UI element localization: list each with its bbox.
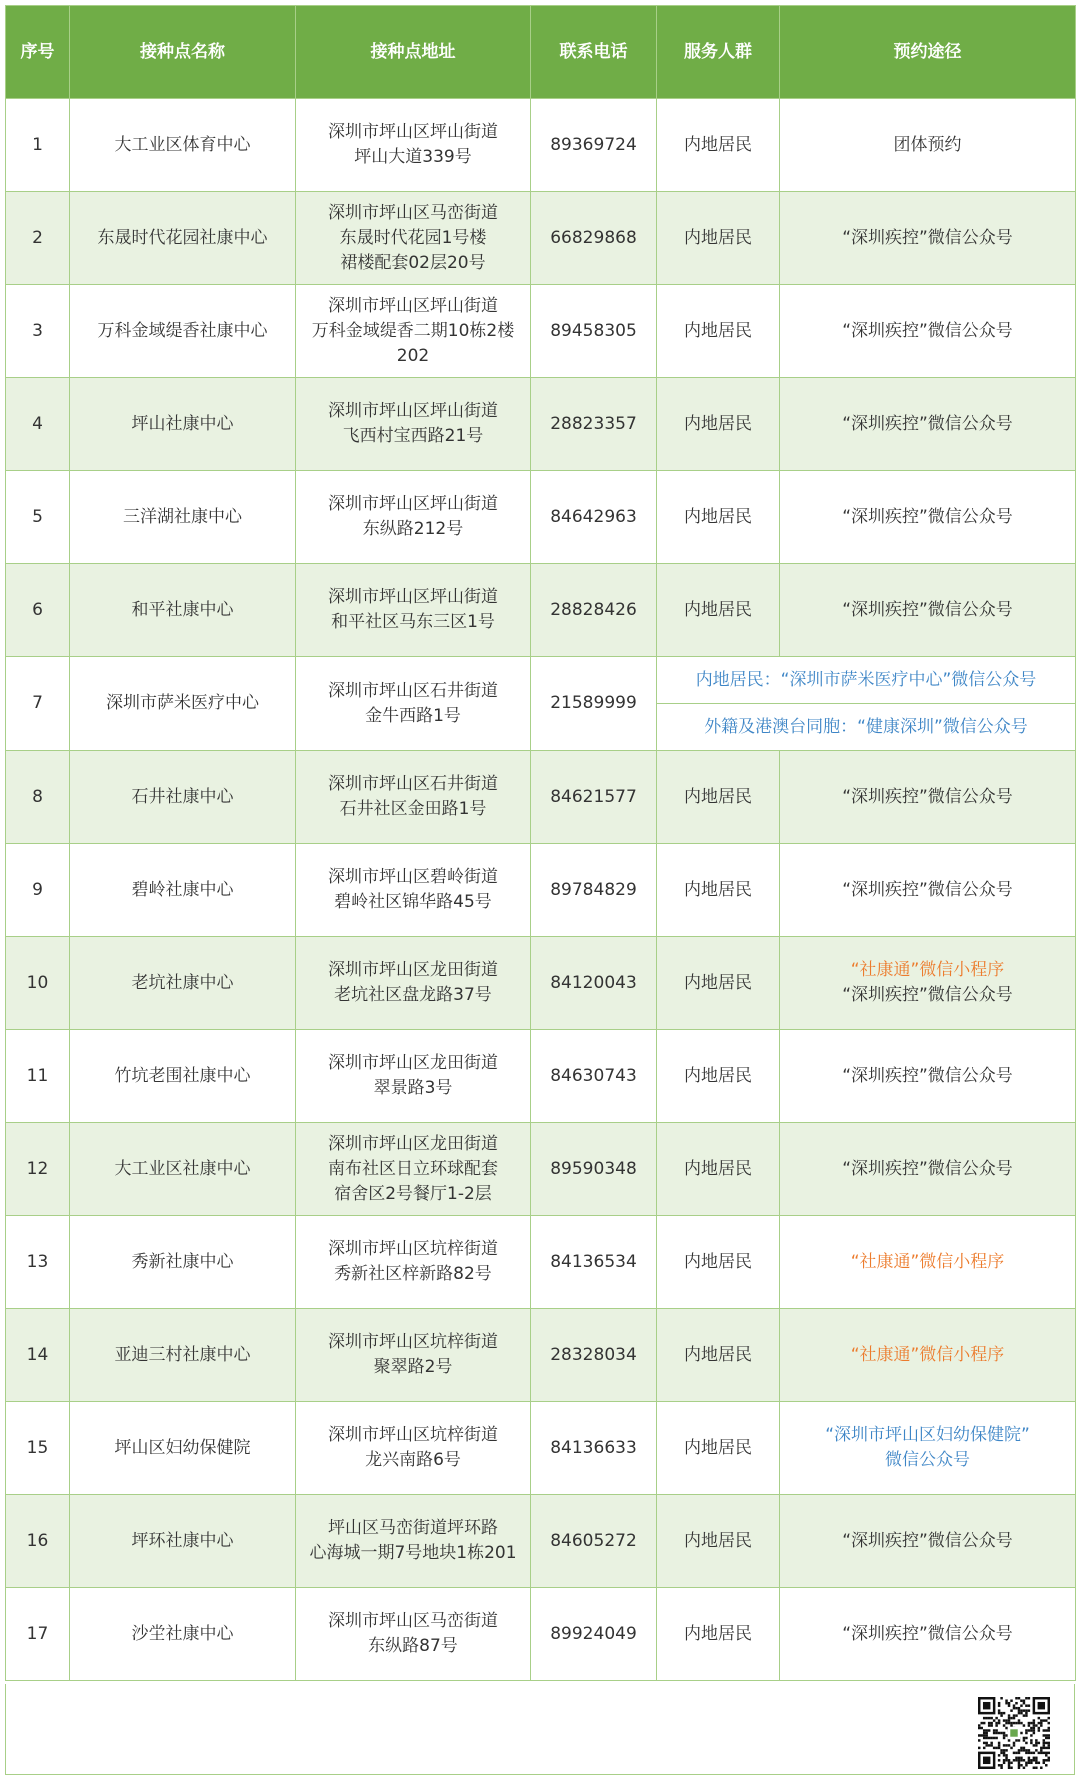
site-address-cell: 深圳市坪山区坑梓街道 聚翠路2号: [296, 1309, 531, 1402]
phone-cell: 28823357: [531, 378, 657, 471]
booking-method-cell: [780, 564, 1076, 657]
booking-method-cell: [780, 1309, 1076, 1402]
site-address-cell: 深圳市坪山区龙田街道 老坑社区盘龙路37号: [296, 937, 531, 1030]
site-address-cell: 深圳市坪山区坪山街道 东纵路212号: [296, 471, 531, 564]
phone-cell: 84642963: [531, 471, 657, 564]
table-row: [6, 937, 1076, 1030]
table-row: [6, 192, 1076, 285]
booking-method-line: “深圳疾控”微信公众号: [842, 599, 1013, 620]
row-number-cell: 5: [6, 471, 70, 564]
booking-method-cell: [780, 471, 1076, 564]
booking-method-cell: [780, 285, 1076, 378]
booking-method-line: “深圳疾控”微信公众号: [842, 879, 1013, 900]
booking-method-cell: [780, 751, 1076, 844]
phone-cell: 89924049: [531, 1588, 657, 1681]
site-name-cell: 万科金域缇香社康中心: [70, 285, 296, 378]
site-name-cell: 石井社康中心: [70, 751, 296, 844]
booking-method-line: “深圳疾控”微信公众号: [842, 985, 1013, 1005]
site-address-cell: 深圳市坪山区坑梓街道 秀新社区梓新路82号: [296, 1216, 531, 1309]
site-address-cell: 深圳市坪山区坑梓街道 龙兴南路6号: [296, 1402, 531, 1495]
table-body: [6, 99, 1076, 1681]
header-cell-phone: 联系电话: [531, 6, 657, 99]
table-row: [6, 564, 1076, 657]
table-row: [6, 657, 1076, 704]
booking-method-line: “深圳疾控”微信公众号: [842, 786, 1013, 807]
phone-cell: 89369724: [531, 99, 657, 192]
phone-cell: 84136633: [531, 1402, 657, 1495]
service-group-cell: 内地居民: [657, 1309, 780, 1402]
phone-cell: 89458305: [531, 285, 657, 378]
booking-method-cell: [780, 1030, 1076, 1123]
site-address-cell: 深圳市坪山区坪山街道 和平社区马东三区1号: [296, 564, 531, 657]
phone-cell: 84136534: [531, 1216, 657, 1309]
phone-cell: 84605272: [531, 1495, 657, 1588]
site-address-cell: 深圳市坪山区石井街道 金牛西路1号: [296, 657, 531, 751]
booking-method-cell: [780, 1216, 1076, 1309]
site-name-cell: 东晟时代花园社康中心: [70, 192, 296, 285]
table-row: [6, 99, 1076, 192]
booking-method-cell: [780, 1495, 1076, 1588]
service-group-cell: 内地居民: [657, 751, 780, 844]
site-name-cell: 坪环社康中心: [70, 1495, 296, 1588]
booking-method-cell: [780, 937, 1076, 1030]
site-address-cell: 深圳市坪山区坪山街道 飞西村宝西路21号: [296, 378, 531, 471]
booking-method-cell: 外籍及港澳台同胞：“健康深圳”微信公众号: [657, 704, 1076, 751]
table-row: [6, 1309, 1076, 1402]
booking-method-cell: [780, 1123, 1076, 1216]
vaccination-sites-table: [5, 5, 1076, 1681]
booking-method-line: “深圳疾控”微信公众号: [842, 227, 1013, 248]
site-address-cell: 深圳市坪山区碧岭街道 碧岭社区锦华路45号: [296, 844, 531, 937]
table-row: [6, 1123, 1076, 1216]
site-name-cell: 竹坑老围社康中心: [70, 1030, 296, 1123]
service-group-cell: 内地居民: [657, 1030, 780, 1123]
booking-method-line: 团体预约: [893, 134, 962, 155]
site-name-cell: 大工业区社康中心: [70, 1123, 296, 1216]
row-number-cell: 15: [6, 1402, 70, 1495]
phone-cell: 28828426: [531, 564, 657, 657]
booking-method-line: “深圳疾控”微信公众号: [842, 320, 1013, 341]
booking-method-cell: [780, 844, 1076, 937]
service-group-cell: 内地居民: [657, 1123, 780, 1216]
row-number-cell: 1: [6, 99, 70, 192]
row-number-cell: 13: [6, 1216, 70, 1309]
table-row: [6, 751, 1076, 844]
service-group-cell: 内地居民: [657, 378, 780, 471]
site-name-cell: 老坑社康中心: [70, 937, 296, 1030]
booking-method-line: “社康通”微信小程序: [850, 1251, 1005, 1272]
row-number-cell: 2: [6, 192, 70, 285]
service-group-cell: 内地居民: [657, 471, 780, 564]
service-group-cell: 内地居民: [657, 1216, 780, 1309]
site-address-cell: 深圳市坪山区坪山街道 万科金域缇香二期10栋2楼 202: [296, 285, 531, 378]
service-group-cell: 内地居民: [657, 1495, 780, 1588]
row-number-cell: 3: [6, 285, 70, 378]
service-group-cell: 内地居民: [657, 1402, 780, 1495]
phone-cell: 84120043: [531, 937, 657, 1030]
phone-cell: 21589999: [531, 657, 657, 751]
table-footer: [5, 1684, 1075, 1775]
table-row: [6, 844, 1076, 937]
row-number-cell: 8: [6, 751, 70, 844]
booking-method-line: “社康通”微信小程序: [850, 960, 1005, 980]
site-name-cell: 坪山区妇幼保健院: [70, 1402, 296, 1495]
row-number-cell: 10: [6, 937, 70, 1030]
booking-method-cell: [780, 192, 1076, 285]
phone-cell: 84630743: [531, 1030, 657, 1123]
row-number-cell: 12: [6, 1123, 70, 1216]
phone-cell: 89590348: [531, 1123, 657, 1216]
row-number-cell: 17: [6, 1588, 70, 1681]
booking-method-line: “深圳疾控”微信公众号: [842, 413, 1013, 434]
vaccination-sites-page: [5, 5, 1075, 1775]
service-group-cell: 内地居民: [657, 844, 780, 937]
site-name-cell: 秀新社康中心: [70, 1216, 296, 1309]
site-address-cell: 深圳市坪山区坪山街道 坪山大道339号: [296, 99, 531, 192]
site-name-cell: 三洋湖社康中心: [70, 471, 296, 564]
service-group-cell: 内地居民: [657, 1588, 780, 1681]
booking-method-cell: [780, 99, 1076, 192]
service-group-cell: 内地居民: [657, 285, 780, 378]
table-row: [6, 378, 1076, 471]
site-address-cell: 深圳市坪山区石井街道 石井社区金田路1号: [296, 751, 531, 844]
booking-method-cell: [780, 378, 1076, 471]
table-row: [6, 1402, 1076, 1495]
table-row: [6, 1495, 1076, 1588]
phone-cell: 89784829: [531, 844, 657, 937]
booking-method-line: “深圳疾控”微信公众号: [842, 1530, 1013, 1551]
row-number-cell: 4: [6, 378, 70, 471]
table-row: [6, 1216, 1076, 1309]
header-cell-number: 序号: [6, 6, 70, 99]
site-name-cell: 坪山社康中心: [70, 378, 296, 471]
booking-method-cell: 内地居民：“深圳市萨米医疗中心”微信公众号: [657, 657, 1076, 704]
site-name-cell: 亚迪三村社康中心: [70, 1309, 296, 1402]
table-row: [6, 1588, 1076, 1681]
booking-method-line: “深圳疾控”微信公众号: [842, 1065, 1013, 1086]
table-row: [6, 471, 1076, 564]
row-number-cell: 7: [6, 657, 70, 751]
booking-method-cell: [780, 1588, 1076, 1681]
header-cell-site-name: 接种点名称: [70, 6, 296, 99]
table-header-row: [6, 6, 1076, 99]
phone-cell: 66829868: [531, 192, 657, 285]
phone-cell: 28328034: [531, 1309, 657, 1402]
header-cell-booking-method: 预约途径: [780, 6, 1076, 99]
site-address-cell: 坪山区马峦街道坪环路 心海城一期7号地块1栋201: [296, 1495, 531, 1588]
booking-method-line: “社康通”微信小程序: [850, 1344, 1005, 1365]
table-row: [6, 285, 1076, 378]
booking-method-line: “深圳疾控”微信公众号: [842, 1623, 1013, 1644]
booking-method-cell: [780, 1402, 1076, 1495]
header-cell-address: 接种点地址: [296, 6, 531, 99]
row-number-cell: 16: [6, 1495, 70, 1588]
site-address-cell: 深圳市坪山区马峦街道 东晟时代花园1号楼 裙楼配套02层20号: [296, 192, 531, 285]
service-group-cell: 内地居民: [657, 937, 780, 1030]
qr-code-icon: [978, 1697, 1050, 1769]
site-address-cell: 深圳市坪山区马峦街道 东纵路87号: [296, 1588, 531, 1681]
site-name-cell: 和平社康中心: [70, 564, 296, 657]
row-number-cell: 9: [6, 844, 70, 937]
header-cell-service-group: 服务人群: [657, 6, 780, 99]
service-group-cell: 内地居民: [657, 564, 780, 657]
row-number-cell: 14: [6, 1309, 70, 1402]
row-number-cell: 11: [6, 1030, 70, 1123]
service-group-cell: 内地居民: [657, 99, 780, 192]
site-address-cell: 深圳市坪山区龙田街道 南布社区日立环球配套 宿舍区2号餐厅1-2层: [296, 1123, 531, 1216]
row-number-cell: 6: [6, 564, 70, 657]
site-name-cell: 大工业区体育中心: [70, 99, 296, 192]
table-row: [6, 1030, 1076, 1123]
site-address-cell: 深圳市坪山区龙田街道 翠景路3号: [296, 1030, 531, 1123]
site-name-cell: 碧岭社康中心: [70, 844, 296, 937]
booking-method-line: “深圳疾控”微信公众号: [842, 1158, 1013, 1179]
booking-method-line: “深圳疾控”微信公众号: [842, 506, 1013, 527]
booking-method-line: “深圳市坪山区妇幼保健院” 微信公众号: [825, 1425, 1030, 1470]
phone-cell: 84621577: [531, 751, 657, 844]
site-name-cell: 深圳市萨米医疗中心: [70, 657, 296, 751]
service-group-cell: 内地居民: [657, 192, 780, 285]
site-name-cell: 沙坣社康中心: [70, 1588, 296, 1681]
